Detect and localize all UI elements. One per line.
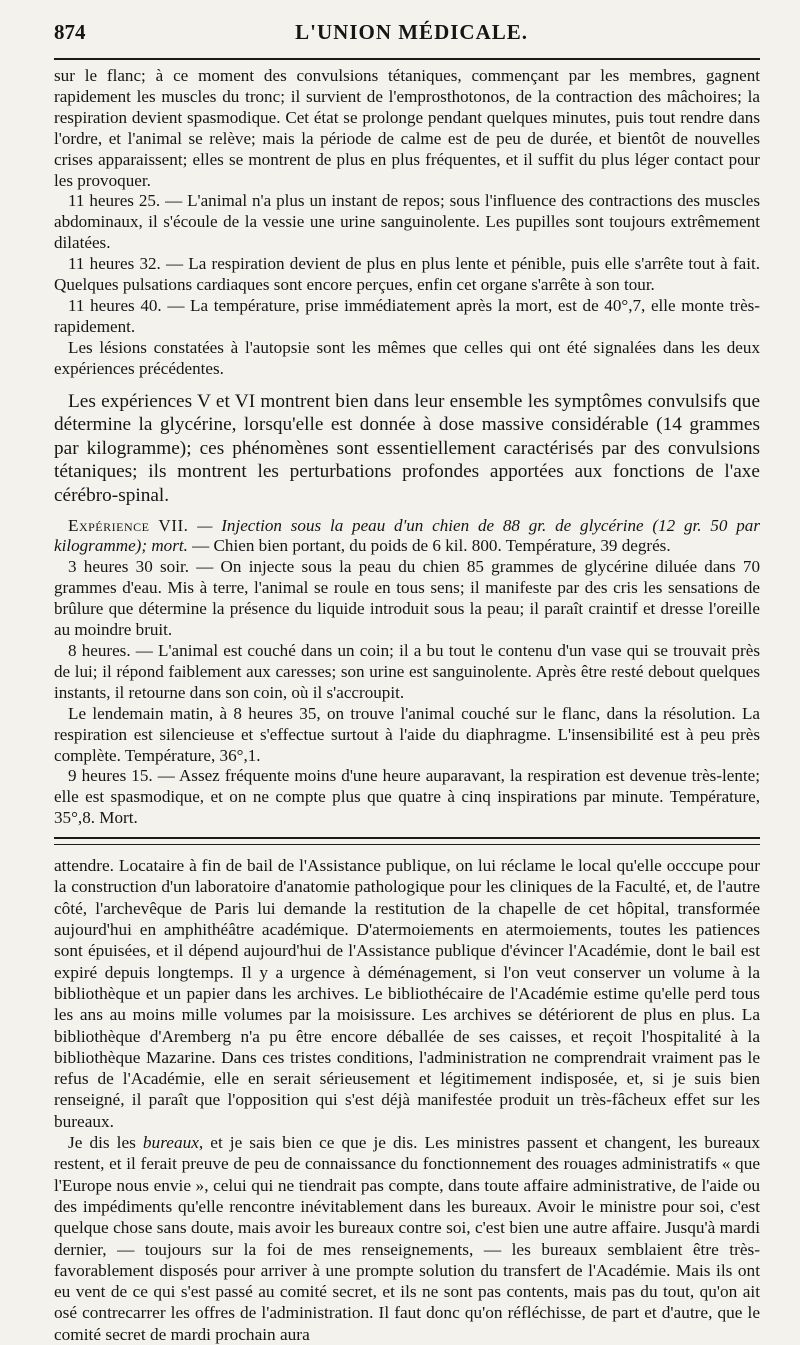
section-feuilleton bbox=[54, 855, 760, 1345]
paragraph: 11 heures 32. — La respiration devient de plus en plus lente et pénible, puis elle s'arrête tout à fait. Quelques pulsations cardiaques sont encore perçues, enfin cet organe s'arrête à son tour. bbox=[54, 254, 760, 295]
italic-word: bureaux bbox=[142, 1133, 199, 1153]
paragraph bbox=[54, 1132, 760, 1345]
section-experiment bbox=[54, 516, 760, 830]
paragraph: Les expériences V et VI montrent bien dans leur ensemble les symptômes convulsifs que détermine la glycérine, lorsqu'elle est donnée à dose massive considérable (14 grammes par kilogramme); ces phénomènes sont essentiellement caractérisés par des convulsions tétaniques; ils montrent les perturbations profondes apportées aux fonctions de l'axe cérébro-spinal. bbox=[54, 390, 760, 506]
section-conclusion bbox=[54, 390, 760, 508]
experiment-heading bbox=[54, 516, 760, 558]
paragraph: sur le flanc; à ce moment des convulsions tétaniques, commençant par les membres, gagnent rapidement les muscles du tronc; il survient de l'emprosthotonos, de la contraction des mâchoires; la respiration devient spasmodique. Cet état se prolonge pendant quelques minutes, puis tout rendre dans l'ordre, et l'animal se relève; mais la période de calme est de peu de durée, et bientôt de nouvelles crises apparaissent; elles se montrent de plus en plus fréquentes, et il suffit du plus léger contact pour les provoquer. bbox=[54, 66, 760, 190]
paragraph: 11 heures 25. — L'animal n'a plus un instant de repos; sous l'influence des contractions des muscles abdominaux, il s'écoule de la vessie une urine sanguinolente. Les pupilles sont toujours extrêmement dilatées. bbox=[54, 191, 760, 253]
header-rule bbox=[54, 58, 760, 60]
paragraph: attendre. Locataire à fin de bail de l'Assistance publique, on lui réclame le local qu'elle occcupe pour la construction d'un laboratoire d'anatomie pathologique pour les cliniques de la Faculté, et, de l'autre côté, l'archevêque de Paris lui demande la restitution de la chapelle de cet hôpital, transformée aujourd'hui en amphithéâtre académique. D'atermoiements en atermoiements, toutes les patiences sont épuisées, et il dépend aujourd'hui de l'Assistance publique d'évincer l'Académie, dont le bail est expiré depuis longtemps. Il y a urgence à déménagement, si l'on veut conserver un volume à la bibliothèque et un papier dans les archives. Le bibliothécaire de l'Académie estime qu'elle perd tous les ans au moins mille volumes par la moisissure. Les archives se détériorent de plus en plus. La bibliothèque d'Aremberg n'a pu être encore déballée de ses caisses, et reçoit l'hospitalité à la bibliothèque Mazarine. Dans ces tristes conditions, l'administration ne comprendrait vraiment pas le refus de l'Académie, elle en serait sérieusement et légitimement indisposée, et, si je suis bien renseigné, il paraît que l'opposition qui s'est déjà manifestée produit un très-fâcheux effet sur les bureaux. bbox=[54, 856, 760, 1131]
section-top bbox=[54, 66, 760, 380]
journal-title: L'UNION MÉDICALE. bbox=[295, 20, 528, 44]
paragraph: 11 heures 40. — La température, prise immédiatement après la mort, est de 40°,7, elle monte très-rapidement. bbox=[54, 295, 760, 336]
experiment-title: — Injection sous la peau d'un chien de 88 gr. de glycérine (12 gr. 50 par kilogramme); mort. bbox=[54, 515, 760, 556]
paragraph: Les lésions constatées à l'autopsie sont les mêmes que celles qui ont été signalées dans les deux expériences précédentes. bbox=[54, 337, 760, 378]
experiment-label: Expérience VII. bbox=[68, 515, 189, 535]
paragraph: 3 heures 30 soir. — On injecte sous la peau du chien 85 grammes de glycérine diluée dans 70 grammes d'eau. Mis à terre, l'animal se roule en tous sens; il manifeste par des cris les sensations de brûlure que détermine la présence du liquide introduit sous la peau; il paraît craintif et dresse l'oreille au moindre bruit. bbox=[54, 557, 760, 640]
running-head bbox=[54, 20, 760, 54]
paragraph-start: Je dis les bbox=[68, 1133, 143, 1153]
section-divider bbox=[54, 837, 760, 845]
paragraph-rest: , et je sais bien ce que je dis. Les ministres passent et changent, les bureaux restent, et il ferait preuve de peu de connaissance du fonctionnement des rouages administratifs « que l'Europe nous envie », celui qui ne tiendrait pas compte, dans toute affaire administrative, de l'aide ou des impédiments qu'elle rencontre inévitablement dans les bureaux. Avoir le ministre pour soi, c'est quelque chose sans doute, mais avoir les bureaux contre soi, c'est bien une autre affaire. Jusqu'à mardi dernier, — toujours sur la foi de mes renseignements, — les bureaux semblaient être très-favorablement disposés pour arriver à une prompte solution du transfert de l'Académie. Mais ils ont eu vent de ce qui s'est passé au comité secret, et ils ne sont pas contents, mais pas du tout, qu'on ait osé contrecarrer les offres de l'administration. Il faut donc qu'on réfléchisse, de part et d'autre, que le comité secret de mardi prochain aura bbox=[54, 1133, 760, 1344]
paragraph: 9 heures 15. — Assez fréquente moins d'une heure auparavant, la respiration est devenue très-lente; elle est spasmodique, et on ne compte plus que quatre à cinq inspirations par minute. Température, 35°,8. Mort. bbox=[54, 766, 760, 828]
paragraph: 8 heures. — L'animal est couché dans un coin; il a bu tout le contenu d'un vase qui se trouvait près de lui; il répond faiblement aux caresses; son urine est sanguinolente. Après être resté debout quelques instants, il retourne dans son coin, où il s'accroupit. bbox=[54, 641, 760, 702]
paragraph: Le lendemain matin, à 8 heures 35, on trouve l'animal couché sur le flanc, dans la résolution. La respiration est silencieuse et s'effectue surtout à l'aide du diaphragme. L'insensibilité est à peu près complète. Température, 36°,1. bbox=[54, 703, 760, 765]
experiment-subject: — Chien bien portant, du poids de 6 kil. 800. Température, 39 degrés. bbox=[187, 536, 671, 556]
page-number: 874 bbox=[54, 20, 86, 44]
